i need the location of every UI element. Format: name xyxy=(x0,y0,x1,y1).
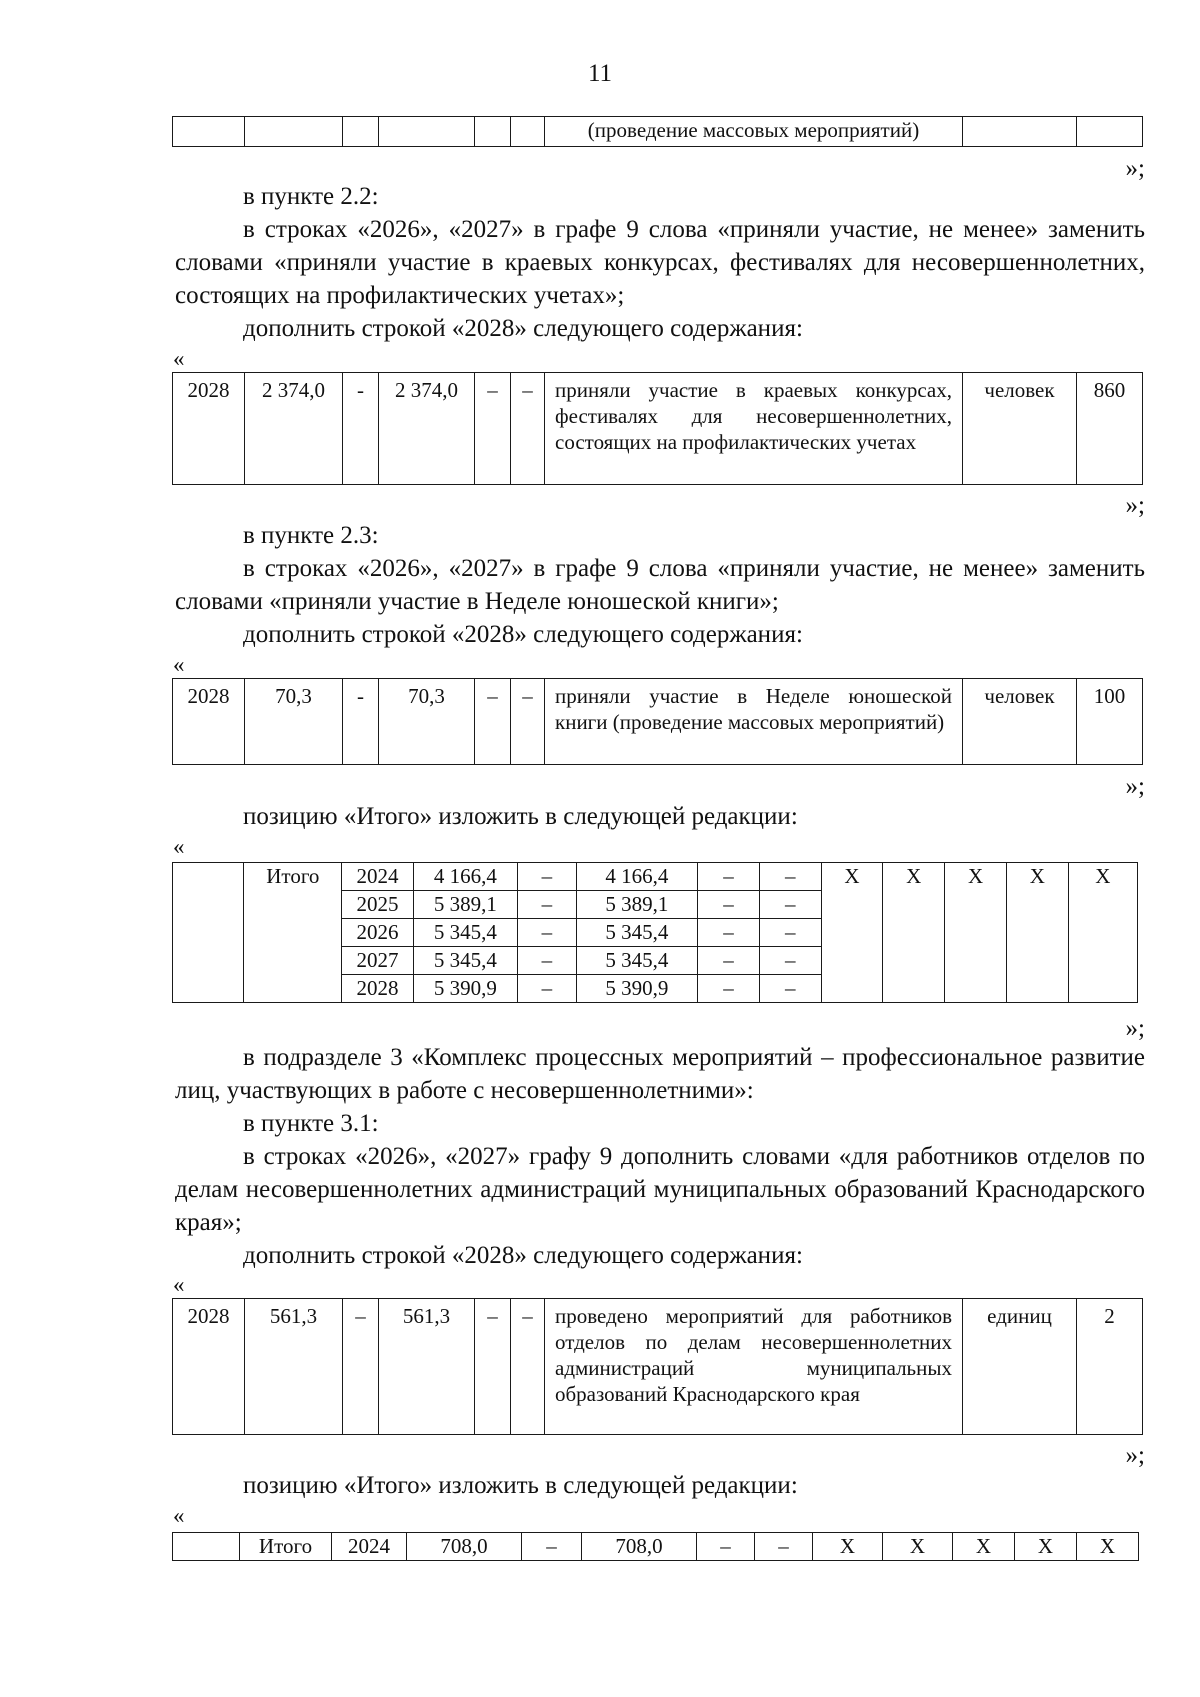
cell-x: X xyxy=(1006,863,1068,1003)
cell-total: 5 345,4 xyxy=(413,947,517,975)
cell-value: 100 xyxy=(1077,679,1143,765)
cell-unit: человек xyxy=(963,373,1077,485)
cell-x: X xyxy=(1068,863,1137,1003)
add-row-3-1: дополнить строкой «2028» следующего содержания: xyxy=(243,1242,803,1269)
cell-total: 70,3 xyxy=(245,679,343,765)
cell-x: X xyxy=(1015,1533,1077,1561)
cell-description: приняли участие в краевых конкурсах, фестивалях для несовершеннолетних, состоящих на профилактических учетах xyxy=(545,373,963,485)
table-top-fragment xyxy=(172,116,1143,147)
cell-x: X xyxy=(953,1533,1015,1561)
cell-total: 2 374,0 xyxy=(245,373,343,485)
close-quote: »; xyxy=(1125,492,1145,519)
cell-x: X xyxy=(945,863,1007,1003)
cell-description: проведено мероприятий для работников отделов по делам несовершеннолетних администраций муниципальных образований Краснодарского края xyxy=(545,1299,963,1435)
cell-c3: – xyxy=(522,1533,582,1561)
cell-c4: 561,3 xyxy=(379,1299,475,1435)
open-quote: « xyxy=(173,652,185,677)
cell-total: 561,3 xyxy=(245,1299,343,1435)
cell-unit: единиц xyxy=(963,1299,1077,1435)
cell-year: 2027 xyxy=(342,947,413,975)
cell-total: 5 390,9 xyxy=(413,975,517,1003)
cell-c5: – xyxy=(698,947,760,975)
cell-itogo-label: Итого xyxy=(244,863,342,1003)
cell-value: 860 xyxy=(1077,373,1143,485)
cell-year: 2026 xyxy=(342,919,413,947)
open-quote: « xyxy=(173,346,185,371)
table-3-1 xyxy=(172,1298,1143,1435)
cell-c5: – xyxy=(698,919,760,947)
heading-2-3: в пункте 2.3: xyxy=(243,522,379,549)
cell-c4: 70,3 xyxy=(379,679,475,765)
table-2-2 xyxy=(172,372,1143,485)
close-quote: »; xyxy=(1125,773,1145,800)
table-2-3 xyxy=(172,678,1143,765)
cell-year: 2028 xyxy=(342,975,413,1003)
cell-itogo-label: Итого xyxy=(240,1533,332,1561)
cell-c3: - xyxy=(343,679,379,765)
itogo-intro: позицию «Итого» изложить в следующей редакции: xyxy=(243,803,798,830)
open-quote: « xyxy=(173,1503,185,1528)
heading-3-1: в пункте 3.1: xyxy=(243,1110,379,1137)
cell-c4: 4 166,4 xyxy=(576,863,697,891)
cell-c3: - xyxy=(343,373,379,485)
cell-year: 2025 xyxy=(342,891,413,919)
cell-c3: – xyxy=(518,863,577,891)
cell-x: X xyxy=(813,1533,883,1561)
cell-year: 2028 xyxy=(173,679,245,765)
heading-2-2: в пункте 2.2: xyxy=(243,183,379,210)
cell-value: 2 xyxy=(1077,1299,1143,1435)
cell-c4: 2 374,0 xyxy=(379,373,475,485)
cell-c4: 5 390,9 xyxy=(576,975,697,1003)
cell-c6: – xyxy=(511,1299,545,1435)
add-row-2-2: дополнить строкой «2028» следующего содержания: xyxy=(243,315,803,342)
cell-x: X xyxy=(883,1533,953,1561)
cell-year: 2024 xyxy=(342,863,413,891)
cell-c6: – xyxy=(759,891,821,919)
cell-c4: 5 345,4 xyxy=(576,919,697,947)
cell-unit: человек xyxy=(963,679,1077,765)
paragraph-2-3: в строках «2026», «2027» в графе 9 слова «приняли участие, не менее» заменить словами «приняли участие в Неделе юношеской книги»; xyxy=(175,555,1145,615)
cell-c3: – xyxy=(518,919,577,947)
cell-c3: – xyxy=(343,1299,379,1435)
cell-total: 5 389,1 xyxy=(413,891,517,919)
close-quote: »; xyxy=(1125,1015,1145,1042)
cell-c6: – xyxy=(759,947,821,975)
cell-c6: – xyxy=(759,919,821,947)
paragraph-2-2: в строках «2026», «2027» в графе 9 слова «приняли участие, не менее» заменить словами «приняли участие в краевых конкурсах, фестивалях для несовершеннолетних, состоящих на профилактических учетах»; xyxy=(175,216,1145,309)
close-quote: »; xyxy=(1125,1442,1145,1469)
cell-c3: – xyxy=(518,947,577,975)
cell-year: 2028 xyxy=(173,373,245,485)
cell-c5: – xyxy=(475,1299,511,1435)
paragraph-3-1: в строках «2026», «2027» графу 9 дополнить словами «для работников отделов по делам несовершеннолетних администраций муниципальных образований Краснодарского края»; xyxy=(175,1143,1145,1236)
cell-c6: – xyxy=(511,373,545,485)
cell-c5: – xyxy=(698,863,760,891)
table-cell-description: (проведение массовых мероприятий) xyxy=(545,117,963,147)
cell-x: X xyxy=(821,863,883,1003)
cell-c5: – xyxy=(475,679,511,765)
cell-year: 2024 xyxy=(332,1533,407,1561)
cell-description: приняли участие в Неделе юношеской книги (проведение массовых мероприятий) xyxy=(545,679,963,765)
cell-c4: 5 345,4 xyxy=(576,947,697,975)
cell-c6: – xyxy=(511,679,545,765)
open-quote: « xyxy=(173,1272,185,1297)
cell-x: X xyxy=(1077,1533,1139,1561)
cell-c5: – xyxy=(698,891,760,919)
cell-c5: – xyxy=(698,975,760,1003)
cell-c6: – xyxy=(759,863,821,891)
open-quote: « xyxy=(173,834,185,859)
page-number: 11 xyxy=(587,60,613,87)
close-quote: »; xyxy=(1125,155,1145,182)
itogo-intro: позицию «Итого» изложить в следующей редакции: xyxy=(243,1472,798,1499)
table-itogo-1 xyxy=(172,862,1138,1003)
cell-year: 2028 xyxy=(173,1299,245,1435)
cell-c6: – xyxy=(755,1533,813,1561)
cell-x: X xyxy=(883,863,945,1003)
cell-total: 5 345,4 xyxy=(413,919,517,947)
cell-c3: – xyxy=(518,891,577,919)
cell-c4: 708,0 xyxy=(582,1533,697,1561)
cell-total: 4 166,4 xyxy=(413,863,517,891)
cell-c5: – xyxy=(697,1533,755,1561)
add-row-2-3: дополнить строкой «2028» следующего содержания: xyxy=(243,621,803,648)
cell-c6: – xyxy=(759,975,821,1003)
cell-c3: – xyxy=(518,975,577,1003)
cell-c5: – xyxy=(475,373,511,485)
paragraph-subsection-3: в подразделе 3 «Комплекс процессных мероприятий – профессиональное развитие лиц, участвующих в работе с несовершеннолетними»: xyxy=(175,1044,1145,1104)
cell-total: 708,0 xyxy=(407,1533,522,1561)
table-itogo-2 xyxy=(172,1532,1139,1561)
cell-c4: 5 389,1 xyxy=(576,891,697,919)
